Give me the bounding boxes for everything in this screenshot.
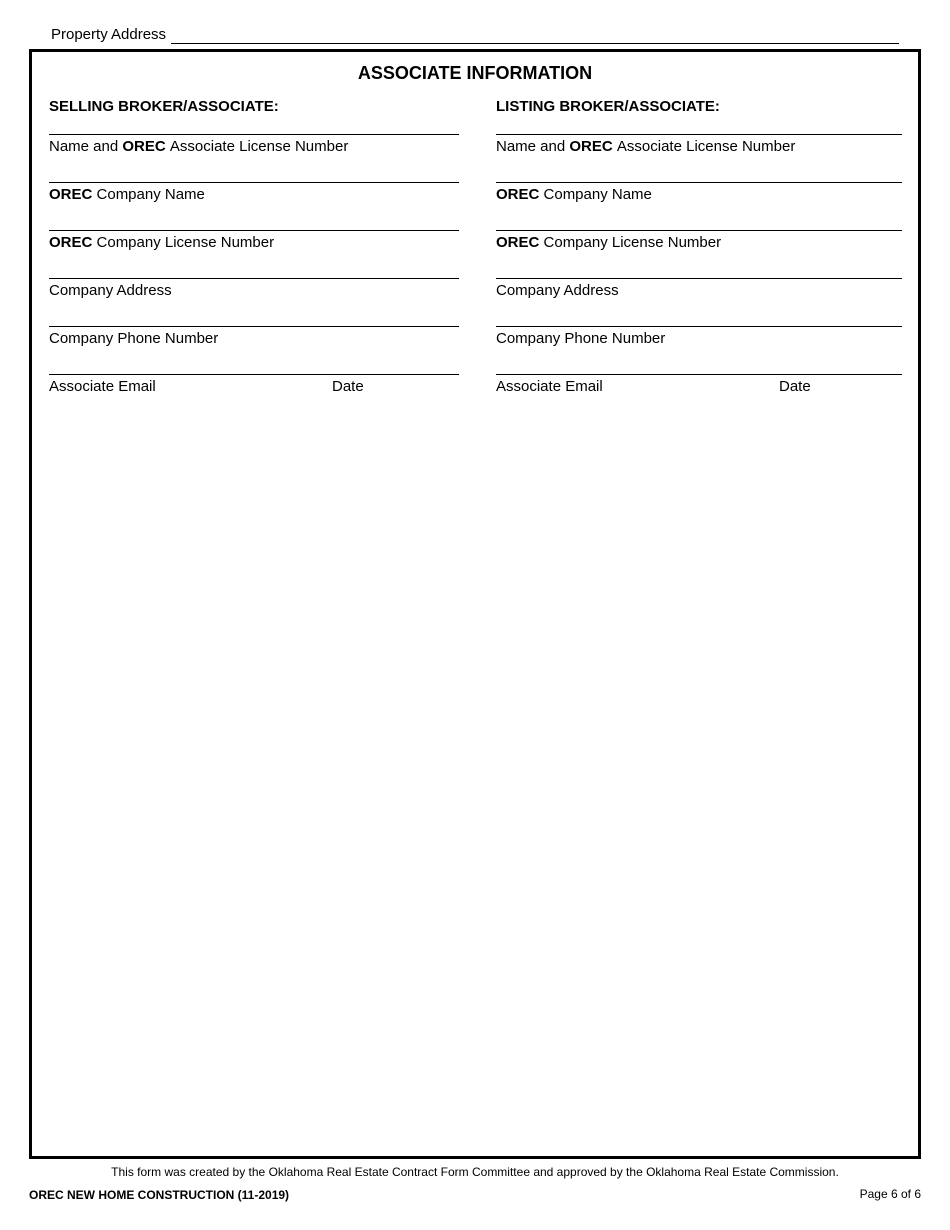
signature-line: [496, 230, 902, 231]
listing-heading: LISTING BROKER/ASSOCIATE:: [496, 98, 720, 115]
selling-company-license-field[interactable]: OREC Company License Number: [49, 230, 459, 252]
selling-broker-column: [49, 98, 459, 395]
date-label: Date: [332, 378, 364, 395]
signature-line: [49, 278, 459, 279]
selling-name-license-field[interactable]: Name and OREC Associate License Number: [49, 134, 459, 156]
section-title: ASSOCIATE INFORMATION: [357, 63, 593, 83]
selling-company-name-field[interactable]: OREC Company Name: [49, 182, 459, 204]
footer-note: This form was created by the Oklahoma Real Estate Contract Form Committee and approved by the Oklahoma Real Estate Commission.: [111, 1165, 839, 1179]
signature-line: [496, 278, 902, 279]
listing-company-name-field[interactable]: OREC Company Name: [496, 182, 902, 204]
listing-broker-column: [496, 98, 902, 395]
signature-line: [49, 134, 459, 135]
associate-information-box: [29, 49, 921, 1159]
property-address-field[interactable]: [171, 27, 899, 44]
signature-line: [496, 134, 902, 135]
listing-company-license-field[interactable]: OREC Company License Number: [496, 230, 902, 252]
associate-email-label: Associate Email: [49, 378, 156, 395]
selling-company-phone-field[interactable]: Company Phone Number: [49, 326, 459, 348]
page-number: Page 6 of 6: [859, 1187, 921, 1201]
signature-line: [496, 326, 902, 327]
listing-name-license-field[interactable]: Name and OREC Associate License Number: [496, 134, 902, 156]
signature-line: [49, 374, 459, 375]
selling-heading: SELLING BROKER/ASSOCIATE:: [49, 98, 279, 115]
associate-email-label: Associate Email: [496, 378, 603, 395]
listing-email-date-field[interactable]: [496, 374, 902, 396]
listing-company-phone-field[interactable]: Company Phone Number: [496, 326, 902, 348]
signature-line: [496, 182, 902, 183]
form-identifier: OREC NEW HOME CONSTRUCTION (11-2019): [29, 1188, 290, 1202]
signature-line: [49, 182, 459, 183]
selling-email-date-field[interactable]: [49, 374, 459, 396]
date-label: Date: [779, 378, 811, 395]
property-address-line: [51, 24, 899, 44]
listing-company-address-field[interactable]: Company Address: [496, 278, 902, 300]
selling-company-address-field[interactable]: Company Address: [49, 278, 459, 300]
signature-line: [49, 230, 459, 231]
signature-line: [49, 326, 459, 327]
signature-line: [496, 374, 902, 375]
property-address-label: Property Address: [51, 26, 167, 43]
